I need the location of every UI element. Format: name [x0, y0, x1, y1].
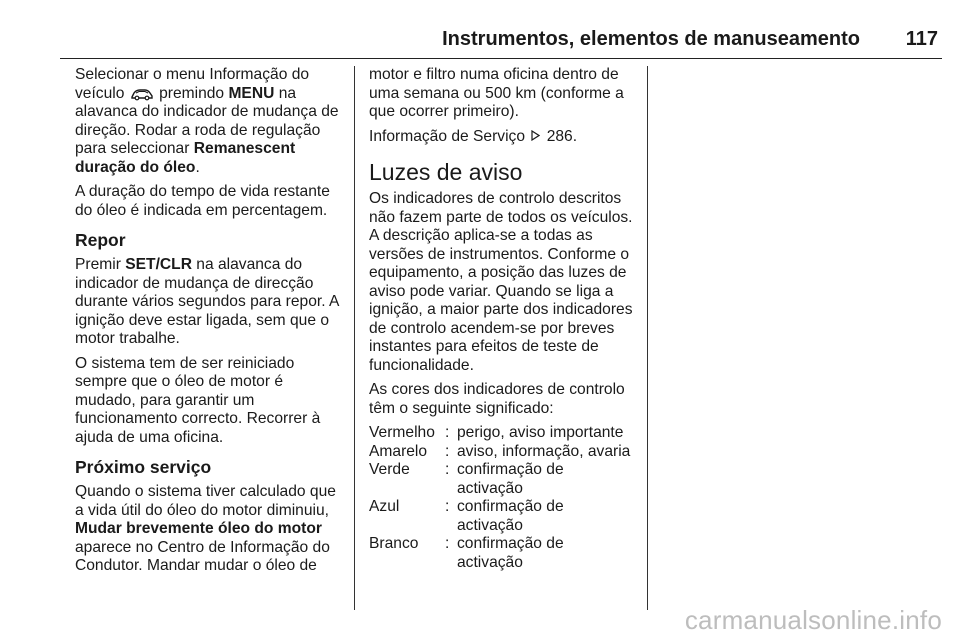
table-row: Amarelo : aviso, informação, avaria	[369, 443, 633, 462]
paragraph-reset: Premir SET/CLR na alavanca do indicador de mudança de direcção durante vários segundos para repor. A ignição deve estar ligada, sem que o motor trabalhe.	[75, 256, 339, 347]
watermark: carmanualsonline.info	[684, 605, 942, 635]
column-one	[75, 66, 347, 582]
color-meaning: perigo, aviso importante	[457, 424, 624, 441]
color-meaning: confirmação de activação	[457, 498, 564, 534]
paragraph-oil-filter: motor e filtro numa oficina dentro de uma semana ou 500 km (conforme a que ocorrer primeiro).	[369, 66, 624, 120]
color-meaning: confirmação de activação	[457, 535, 564, 571]
color-name: Branco	[369, 535, 419, 552]
page-number: 117	[905, 28, 938, 50]
color-meaning: confirmação de activação	[457, 461, 564, 497]
color-meaning: aviso, informação, avaria	[457, 442, 631, 460]
menu-button-label: MENU	[228, 84, 275, 102]
paragraph-oil-percentage: A duração do tempo de vida restante do óleo é indicada em percentagem.	[75, 183, 330, 219]
color-name: Amarelo	[369, 442, 428, 460]
column-divider-right	[647, 66, 648, 610]
color-meaning-table	[369, 424, 633, 572]
triangle-ref-icon	[531, 130, 540, 141]
message-change-oil: Mudar brevemente óleo do motor	[75, 520, 322, 537]
table-row: Azul : confirmação de activação	[369, 498, 633, 535]
color-name: Vermelho	[369, 424, 435, 441]
table-row: Verde : confirmação de activação	[369, 461, 633, 498]
heading-repor: Repor	[75, 230, 126, 250]
paragraph-next-service: Quando o sistema tiver calculado que a vida útil do óleo do motor diminuiu, Mudar brevemente óleo do motor aparece no Centro de Informação do Condutor. Mandar mudar o óleo de	[75, 483, 336, 574]
column-divider-left	[354, 66, 355, 610]
paragraph-service-info: Informação de Serviço 286.	[369, 127, 578, 145]
heading-luzes-de-aviso: Luzes de aviso	[369, 159, 523, 185]
column-two	[369, 66, 633, 572]
paragraph-select-menu: Selecionar o menu Informação do veículo premindo MENU na alavanca do indicador de mudança de direção. Rodar a roda de regulação para seleccionar Remanescent duração do óleo.	[75, 66, 339, 176]
header-title: Instrumentos, elementos de manuseamento	[442, 28, 860, 50]
car-icon	[130, 87, 154, 101]
menu-item-oil-life: Remanescent duração do óleo	[75, 140, 296, 176]
color-name: Azul	[369, 498, 400, 515]
heading-proximo-servico: Próximo serviço	[75, 457, 212, 477]
color-name: Verde	[369, 461, 410, 478]
paragraph-indicators: Os indicadores de controlo descritos não fazem parte de todos os veículos. A descrição aplica-se a todas as versões de instrumentos. Conforme o equipamento, a posição das luzes de aviso pode variar. Quando se liga a ignição, a maior parte dos indicadores de controlo acendem-se por breves instantes para efeitos de teste de funcionalidade.	[369, 190, 633, 374]
page-header	[60, 24, 942, 59]
paragraph-reinitialize: O sistema tem de ser reiniciado sempre que o óleo de motor é mudado, para garantir um funcionamento correcto. Recorrer à ajuda de uma oficina.	[75, 354, 321, 446]
table-row: Branco : confirmação de activação	[369, 535, 633, 572]
paragraph-colors-intro: As cores dos indicadores de controlo têm o seguinte significado:	[369, 381, 625, 417]
set-clr-label: SET/CLR	[125, 256, 192, 273]
table-row: Vermelho : perigo, aviso importante	[369, 424, 633, 443]
